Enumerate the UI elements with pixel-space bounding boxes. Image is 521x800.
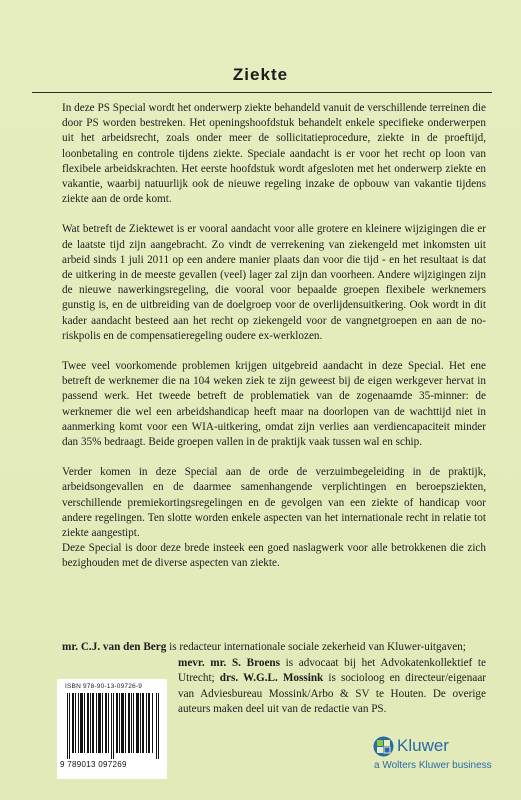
kluwer-logo-icon xyxy=(373,736,394,757)
author-line-2 xyxy=(178,656,486,718)
author-description: is socioloog en directeur/eigenaar van Adviesbureau Mossink/Arbo & SV te Houten. De overige auteurs maken deel uit van de redactie van PS. xyxy=(178,672,487,716)
barcode-digits: 9 789013 097269 xyxy=(60,760,127,769)
kluwer-logo-name: Kluwer xyxy=(397,736,449,755)
isbn-barcode xyxy=(57,679,167,779)
blurb-paragraph-1: In deze PS Special wordt het onderwerp ziekte behandeld vanuit de verschillende terreinen die door PS worden bestreken. Het openingshoofdstuk behandelt enkele specifieke onderwerpen uit het arbeidsrecht, zoals onder meer de sollicitatieprocedure, ziekte in de proeftijd, loonbetaling en controle tijdens ziekte. Speciale aandacht is er voor het recht op loon van flexibele arbeidskrachten. Het eerste hoofdstuk wordt afgesloten met het onderwerp ziekte en vakantie, waarbij natuurlijk ook de nieuwe regeling inzake de opbouw van vakantie tijdens ziekte aan de orde komt. xyxy=(62,102,486,206)
isbn-label: ISBN 978-90-13-09726-9 xyxy=(65,683,143,690)
blurb-text xyxy=(62,101,486,587)
author-name: drs. W.G.L. Mossink xyxy=(219,672,324,685)
blurb-paragraph-3: Twee veel voorkomende problemen krijgen uitgebreid aandacht in deze Special. Het ene betreft de werknemer die na 104 weken ziek te zijn geweest bij de eigen werkgever hervat in passend werk. Het tweede betreft de problematiek van de zogenaamde 35-minner: de werknemer die wel een arbeidshandicap heeft maar na doorlopen van de wachttijd niet in aanmerking komt voor een WIA-uitkering, omdat zijn verlies aan verdiencapaciteit minder dan 35% bedraagt. Beide groepen vallen in de praktijk vaak tussen wal en schip. xyxy=(62,360,486,449)
barcode-bars xyxy=(67,693,159,759)
author-name: mr. C.J. van den Berg xyxy=(62,641,167,653)
author-name: mevr. mr. S. Broens xyxy=(178,656,280,669)
blurb-paragraph-5: Deze Special is door deze brede insteek een goed naslagwerk voor alle betrokkenen die zich bezighouden met de diverse aspecten van ziekte. xyxy=(62,542,486,570)
author-line-1 xyxy=(62,640,486,656)
author-description: is redacteur internationale sociale zekerheid van Kluwer-uitgaven; xyxy=(166,641,466,653)
kluwer-logo-tagline: a Wolters Kluwer business xyxy=(374,760,492,771)
cover-title: Ziekte xyxy=(232,65,289,84)
blurb-paragraph-4: Verder komen in deze Special aan de orde de verzuimbegeleiding in de praktijk, arbeidsongevallen en de daarmee samenhangende verplichtingen en beroepsziekten, verschillende premiekortingsregelingen en de gevolgen van een ziekte of handicap voor andere regelingen. Ten slotte worden enkele aspecten van het internationale recht in relatie tot ziekte aangestipt. xyxy=(62,466,486,540)
blurb-paragraph-2: Wat betreft de Ziektewet is er vooral aandacht voor alle grotere en kleinere wijzigingen die er de laatste tijd zijn aangebracht. Zo vindt de verrekening van ziekengeld met inkomsten uit arbeid sinds 1 juli 2011 op een andere manier plaats dan voor die tijd - en het resultaat is dat de uitkering in de meeste gevallen (veel) lager zal zijn dan voorheen. Andere wijzigingen zijn de nieuwe nawerkingsregeling, die vooral voor bepaalde groepen flexibele werknemers gunstig is, en de uitbreiding van de doelgroep voor de overlijdensuitkering. Ook wordt in dit kader aandacht besteed aan het recht op ziekengeld voor de vangnetgroepen en aan de no-riskpolis en de compensatieregeling oudere ex-werklozen. xyxy=(62,223,486,342)
author-description: is advocaat bij het Advokatenkollektief te Utrecht; xyxy=(178,656,487,685)
title-divider xyxy=(32,92,492,93)
kluwer-logo xyxy=(373,736,503,776)
